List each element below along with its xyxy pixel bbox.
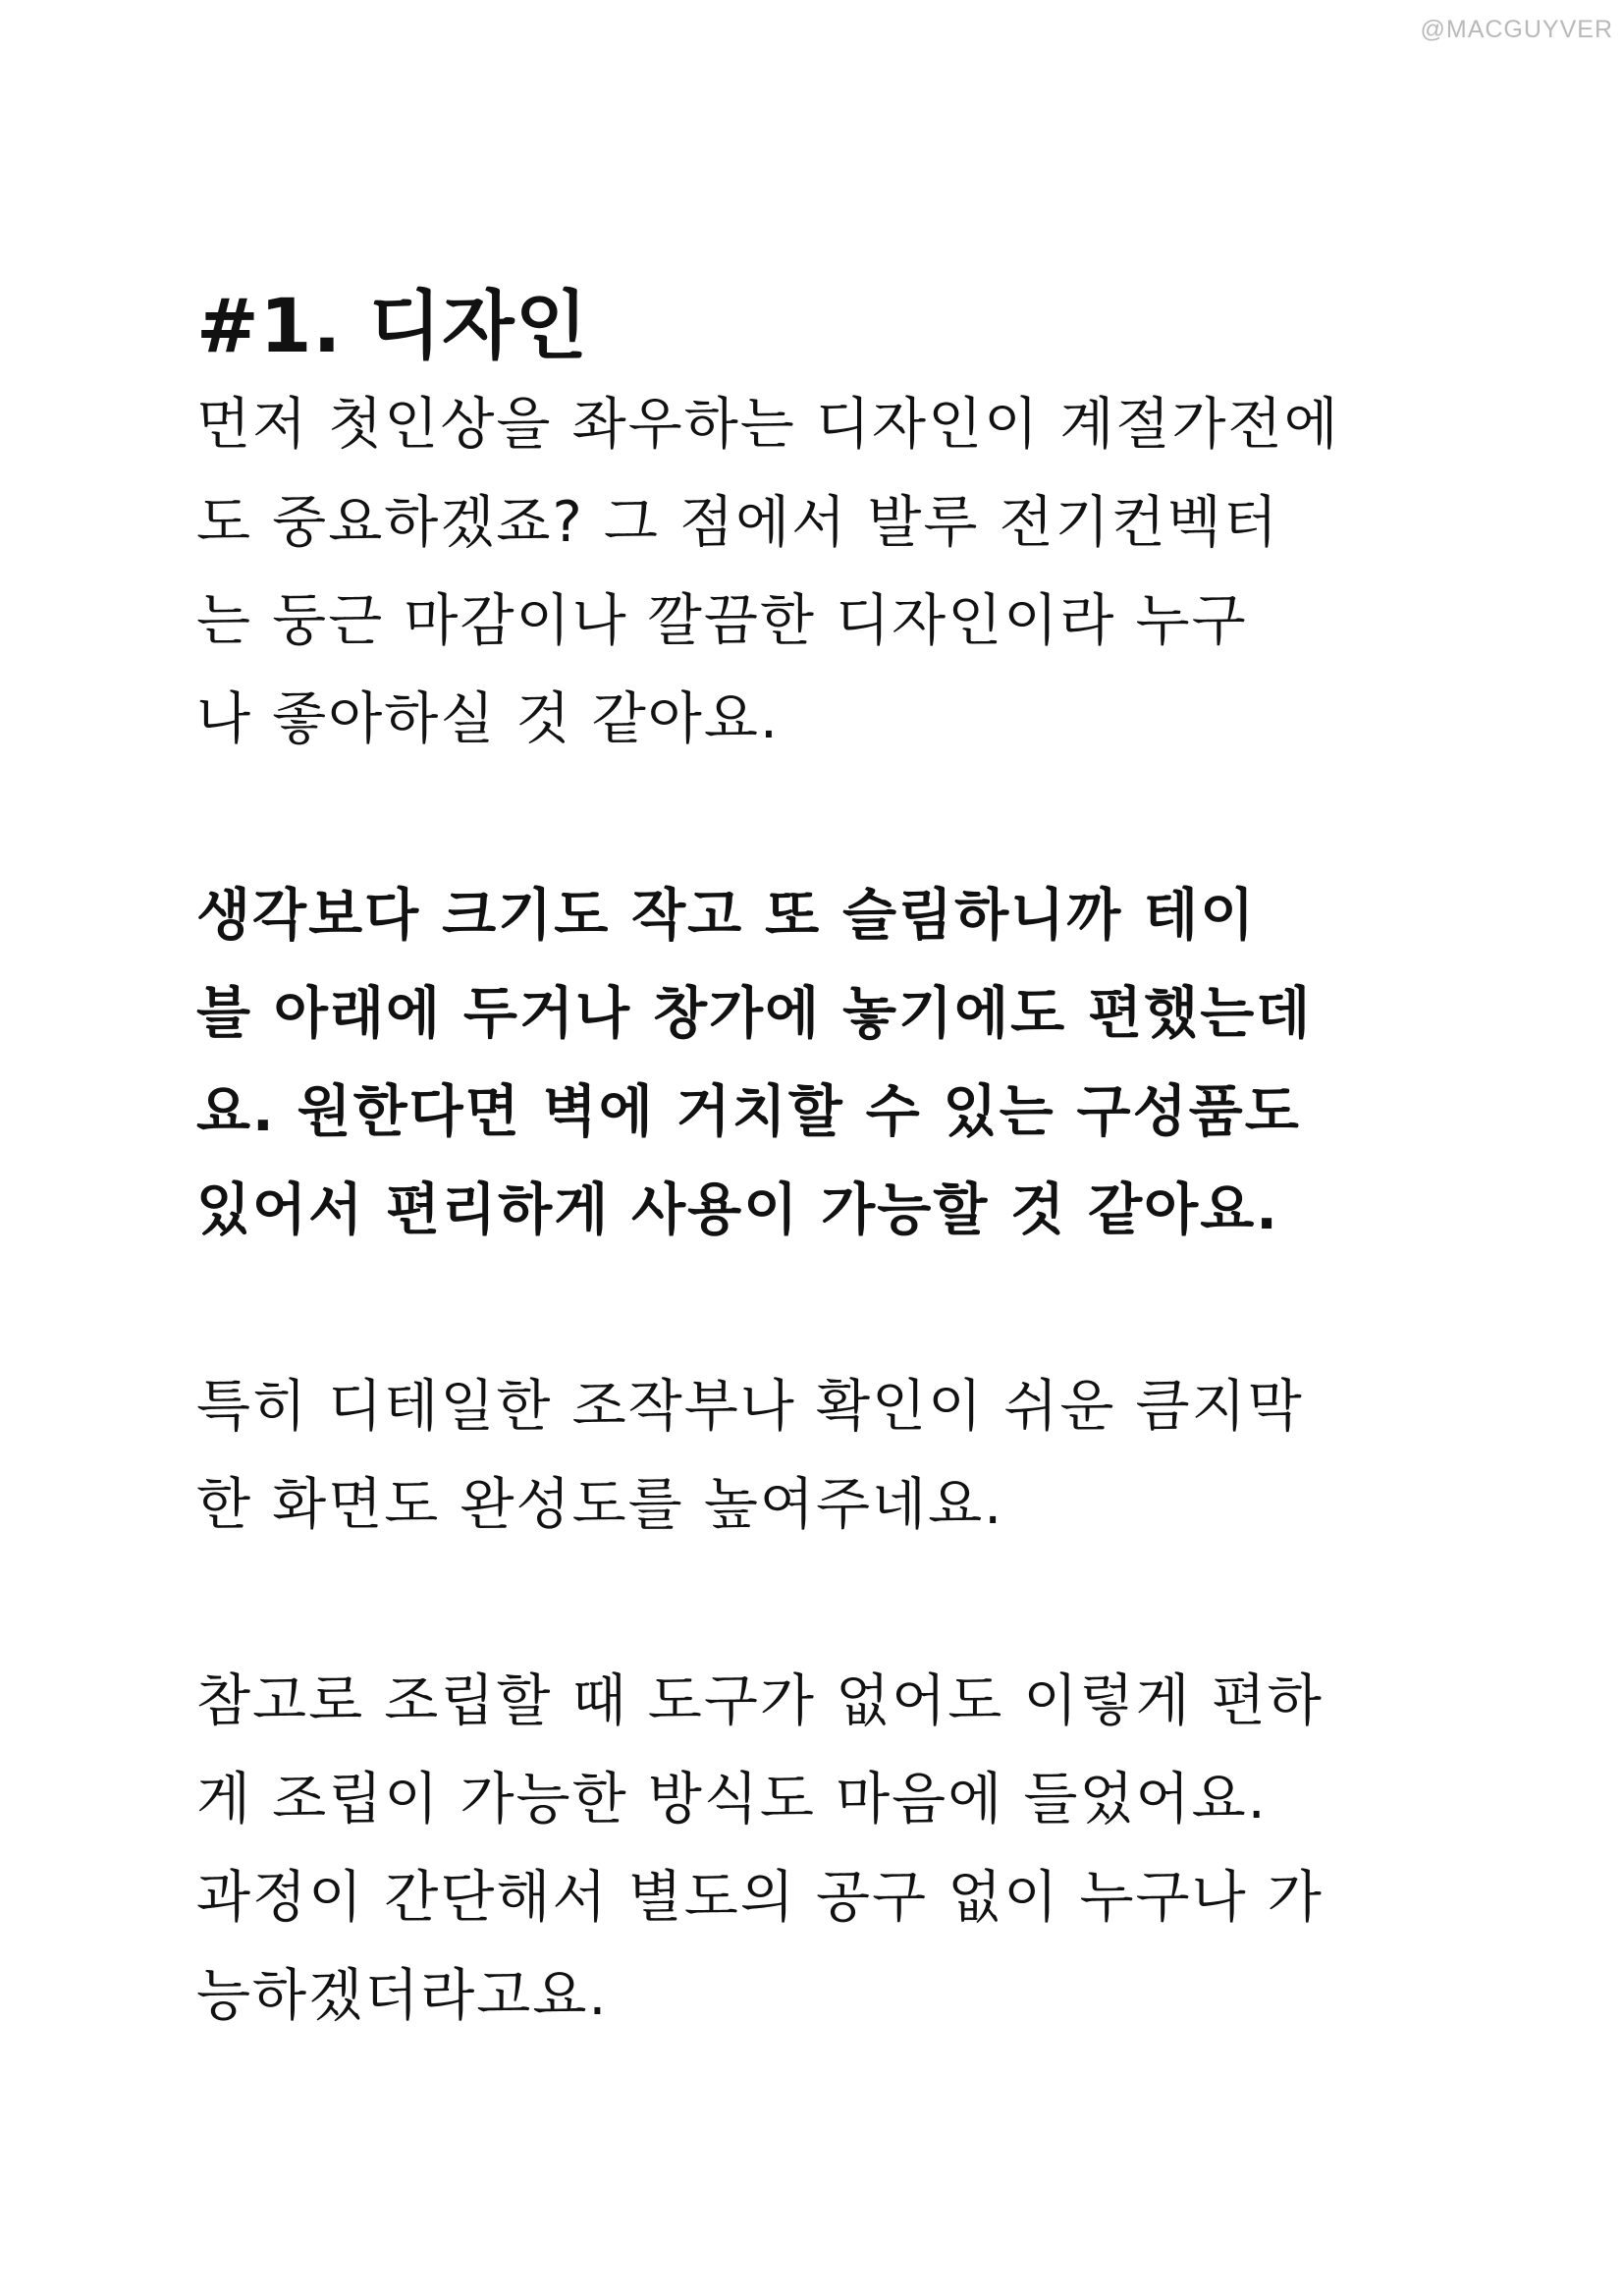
paragraph-assembly — [196, 1652, 1473, 2045]
paragraph-spacer — [196, 1554, 1473, 1652]
text-line: 도 중요하겠죠? 그 점에서 발루 전기컨벡터 — [196, 490, 1279, 555]
text-line: 특히 디테일한 조작부나 확인이 쉬운 큼지막 — [196, 1374, 1304, 1439]
text-line: 는 둥근 마감이나 깔끔한 디자인이라 누구 — [196, 588, 1248, 653]
paragraph-controls — [196, 1357, 1473, 1554]
watermark: @MACGUYVER — [1420, 16, 1613, 43]
text-line: 한 화면도 완성도를 높여주네요. — [196, 1472, 1004, 1537]
paragraph-spacer — [196, 1259, 1473, 1357]
text-line: 게 조립이 가능한 방식도 마음에 들었어요. — [196, 1767, 1268, 1831]
text-line: 참고로 조립할 때 도구가 없어도 이렇게 편하 — [196, 1668, 1324, 1733]
text-line: 먼저 첫인상을 좌우하는 디자인이 계절가전에 — [196, 392, 1340, 457]
text-line: 생각보다 크기도 작고 또 슬림하니까 테이 — [196, 883, 1257, 948]
article-body — [196, 277, 1473, 2045]
text-line: 나 좋아하실 것 같아요. — [196, 686, 781, 751]
paragraph-spacer — [196, 768, 1473, 866]
text-line: 요. 원한다면 벽에 거치할 수 있는 구성품도 — [196, 1079, 1301, 1144]
text-line: 블 아래에 두거나 창가에 놓기에도 편했는데 — [196, 981, 1313, 1046]
paragraph-size-placement — [196, 866, 1473, 1259]
text-line: 과정이 간단해서 별도의 공구 없이 누구나 가 — [196, 1865, 1324, 1930]
paragraph-design-intro — [196, 375, 1473, 768]
text-line: 있어서 편리하게 사용이 가능할 것 같아요. — [196, 1177, 1279, 1242]
section-heading: #1. 디자인 — [196, 282, 589, 369]
text-line: 능하겠더라고요. — [196, 1963, 609, 2028]
